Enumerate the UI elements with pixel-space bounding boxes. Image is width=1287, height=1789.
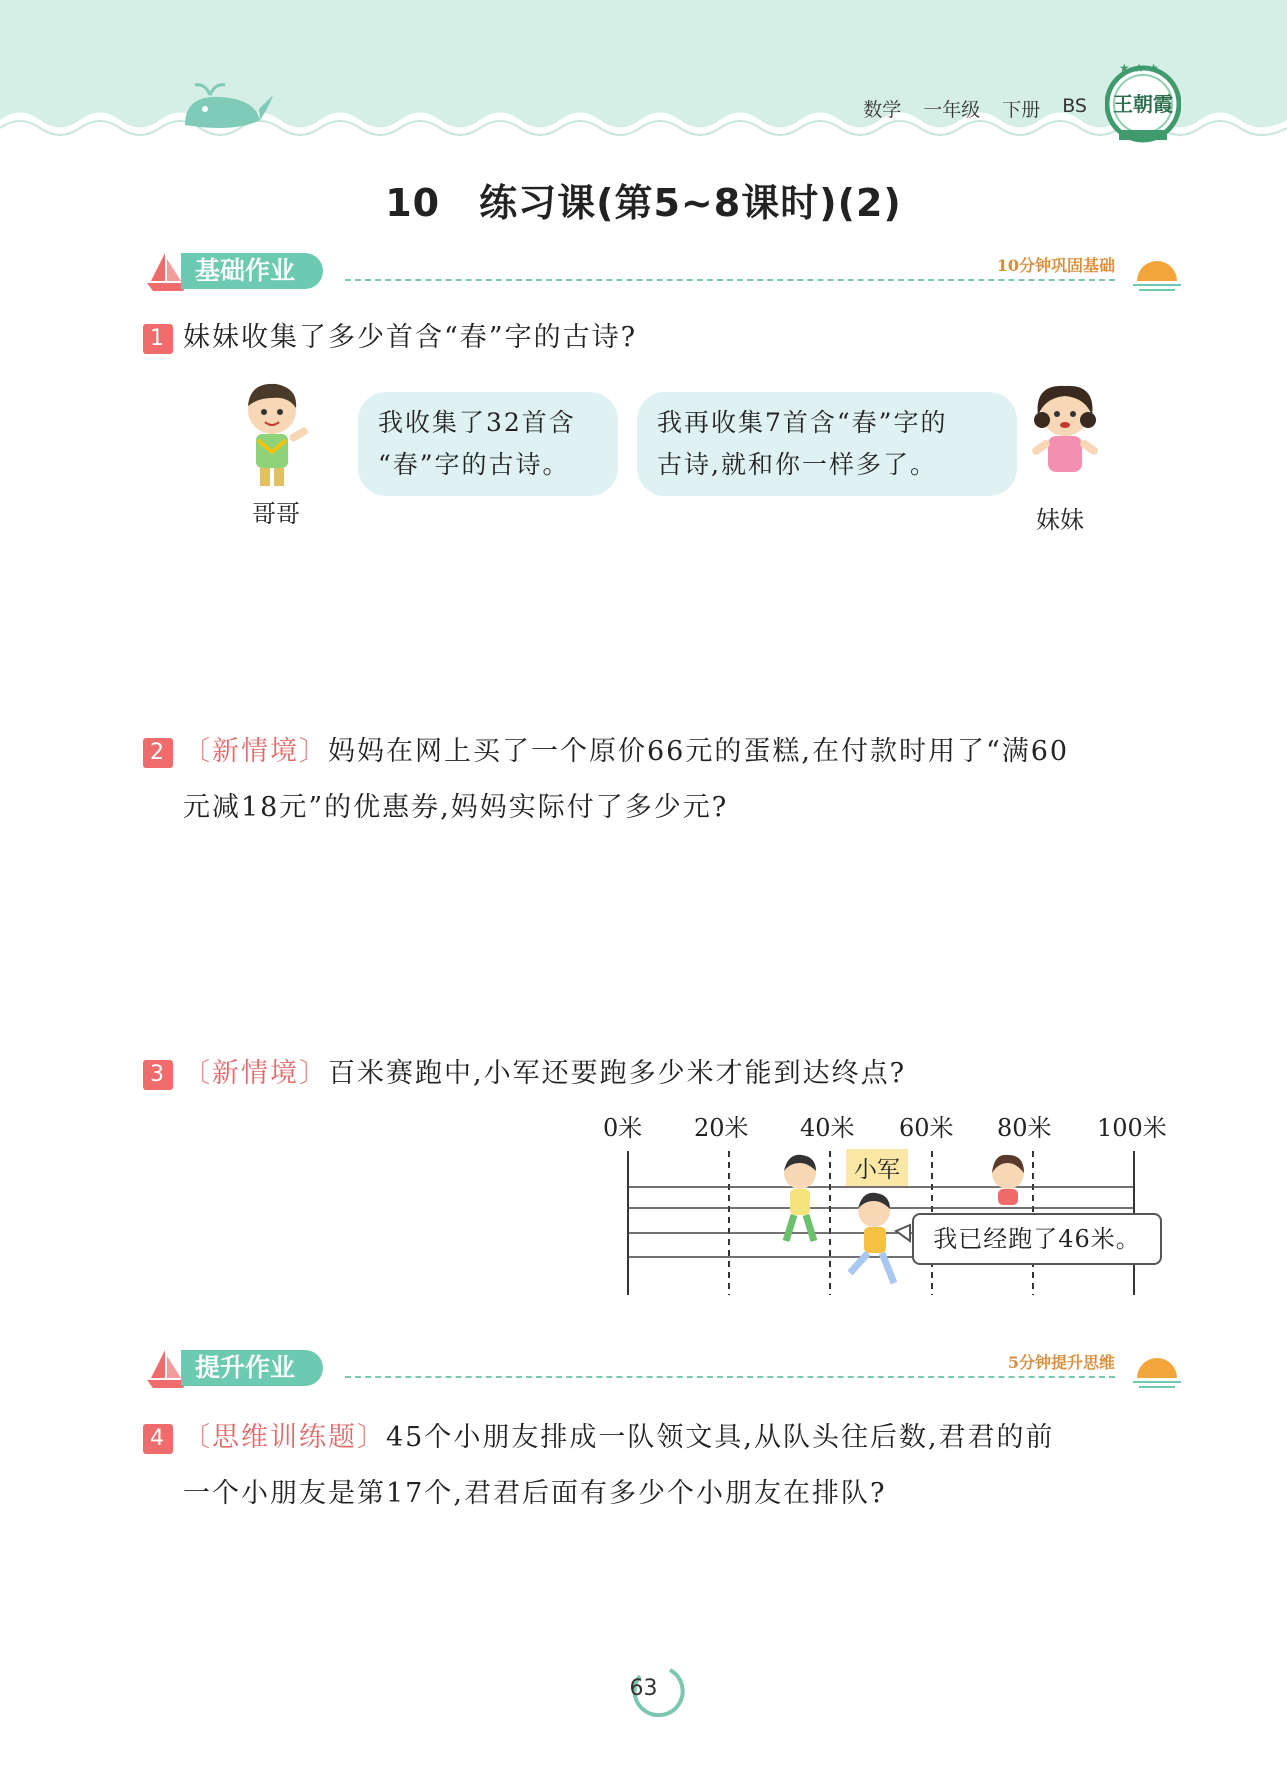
question-number: 3 — [143, 1060, 173, 1090]
svg-text:★ ★ ★: ★ ★ ★ — [1119, 61, 1159, 75]
question-2 — [143, 724, 1183, 836]
section-basic-header — [145, 247, 1185, 297]
question-number: 1 — [143, 324, 173, 354]
question-line-2: 一个小朋友是第17个,君君后面有多少个小朋友在排队? — [183, 1478, 887, 1509]
runner-speech-box: 我已经跑了46米。 — [912, 1213, 1162, 1265]
runner-name-tag: 小军 — [846, 1149, 908, 1186]
whale-icon — [175, 75, 275, 135]
question-4 — [143, 1410, 1183, 1522]
page-number: 63 — [629, 1676, 658, 1701]
question-line-1: 妈妈在网上买了一个原价66元的蛋糕,在付款时用了“满60 — [328, 736, 1070, 767]
runner-1 — [784, 1155, 816, 1241]
sister-speech-line-2: 古诗,就和你一样多了。 — [657, 450, 937, 479]
volume-label: 下册 — [1002, 99, 1041, 121]
sunrise-icon — [1129, 1350, 1185, 1390]
sister-illustration — [1020, 380, 1110, 490]
sunrise-icon — [1129, 253, 1185, 293]
brother-speech-bubble — [358, 392, 618, 496]
dashed-divider — [345, 279, 1115, 281]
question-text: 妹妹收集了多少首含“春”字的古诗? — [183, 322, 638, 353]
section-advanced-note: 5分钟提升思维 — [1007, 1353, 1115, 1372]
section-advanced-header — [145, 1344, 1185, 1394]
tick-label-60: 60米 — [899, 1114, 954, 1142]
brother-illustration — [232, 380, 322, 490]
section-basic-label: 基础作业 — [181, 253, 323, 289]
publisher-logo: ★ ★ ★ 王朝霞 — [1105, 60, 1181, 146]
brother-label: 哥哥 — [252, 500, 300, 528]
question-number: 4 — [143, 1424, 173, 1454]
tick-label-0: 0米 — [603, 1114, 643, 1142]
page-title: 10 练习课(第5~8课时)(2) — [385, 181, 902, 225]
tick-label-20: 20米 — [694, 1114, 749, 1142]
subject-label: 数学 — [863, 99, 902, 121]
question-text: 百米赛跑中,小军还要跑多少米才能到达终点? — [328, 1058, 907, 1089]
question-line-1: 45个小朋友排成一队领文具,从队头往后数,君君的前 — [386, 1422, 1055, 1453]
question-tag: 〔新情境〕 — [183, 1058, 328, 1089]
tick-label-80: 80米 — [997, 1114, 1052, 1142]
question-line-2: 元减18元”的优惠券,妈妈实际付了多少元? — [183, 792, 729, 823]
dashed-divider — [345, 1376, 1115, 1378]
tick-label-100: 100米 — [1097, 1114, 1167, 1142]
question-tag: 〔新情境〕 — [183, 736, 328, 767]
question-tag: 〔思维训练题〕 — [183, 1422, 386, 1453]
sister-label: 妹妹 — [1036, 506, 1084, 534]
section-basic-note: 10分钟巩固基础 — [996, 256, 1115, 275]
runner-xiaojun — [850, 1193, 894, 1283]
question-3 — [143, 1046, 1183, 1102]
runner-3 — [992, 1155, 1024, 1205]
question-number: 2 — [143, 738, 173, 768]
brother-speech-line-1: 我收集了32首含 — [378, 408, 576, 437]
section-advanced-label: 提升作业 — [181, 1350, 323, 1386]
brother-speech-line-2: “春”字的古诗。 — [378, 450, 570, 479]
sister-speech-line-1: 我再收集7首含“春”字的 — [657, 408, 948, 437]
tick-label-40: 40米 — [800, 1114, 855, 1142]
sister-speech-bubble — [637, 392, 1017, 496]
grade-label: 一年级 — [923, 99, 981, 121]
edition-label: BS — [1062, 95, 1087, 117]
question-1 — [143, 310, 1183, 366]
book-info — [863, 95, 1087, 122]
